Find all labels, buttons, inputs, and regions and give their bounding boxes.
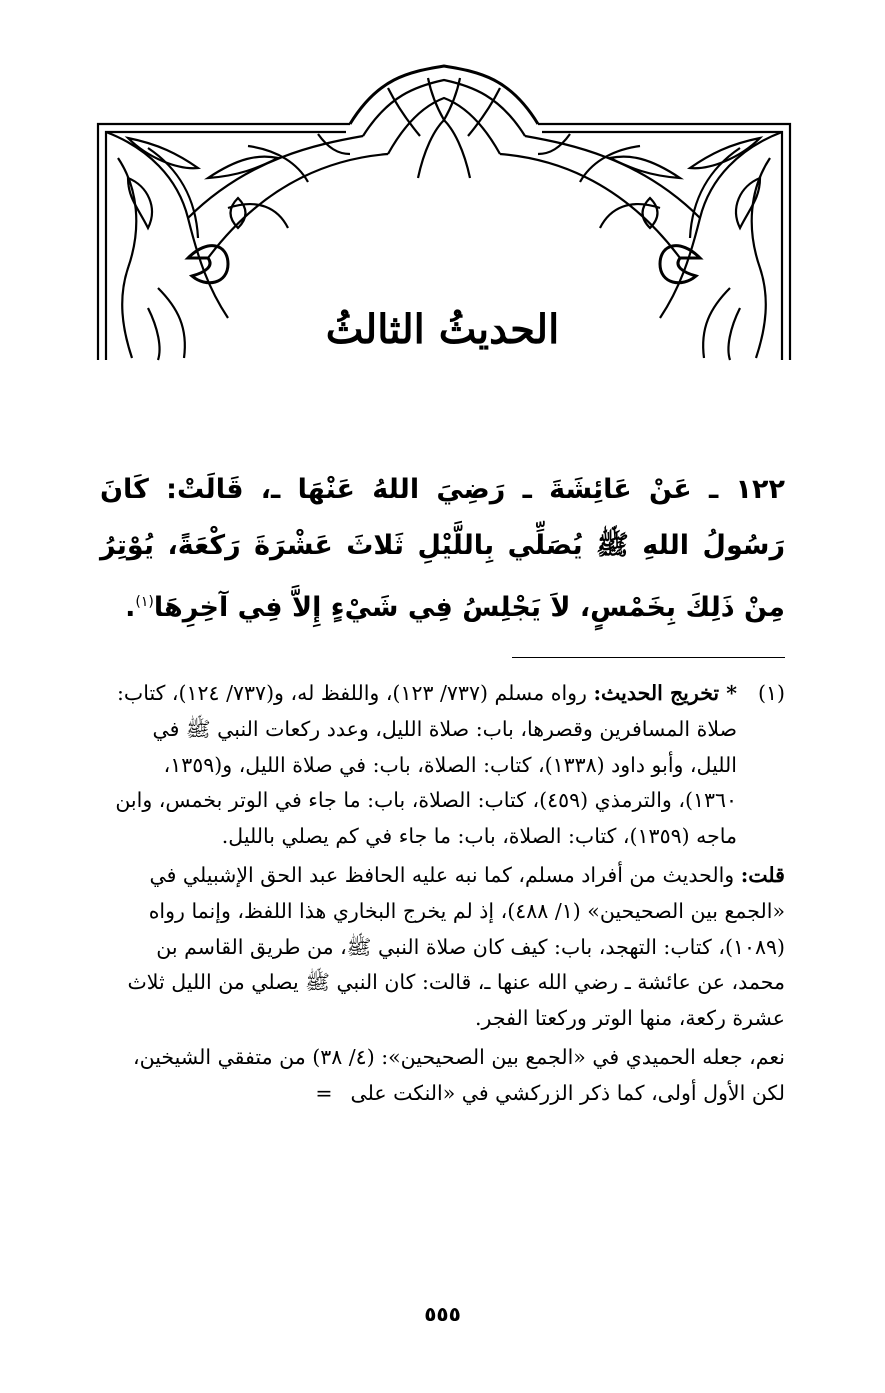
naam-text: نعم، جعله الحميدي في «الجمع بين الصحيحين»: (٤/ ٣٨) من متفقي الشيخين، لكن الأول أولى، كما ذكر الزركشي في «النكت على [133, 1044, 785, 1105]
qult-text: والحديث من أفراد مسلم، كما نبه عليه الحافظ عبد الحق الإشبيلي في «الجمع بين الصحيحين» (١/ ٤٨٨)، إذ لم يخرج البخاري هذا اللفظ، وإنما رواه (١٠٨٩)، كتاب: التهجد، باب: كيف كان صلاة النبي ﷺ، من طريق القاسم بن محمد، عن عائشة ـ رضي الله عنها ـ، قالت: كان النبي ﷺ يصلي من الليل ثلاث عشرة ركعة، منها الوتر وركعتا الفجر. [127, 862, 785, 1031]
qult-label: قلت: [740, 862, 785, 887]
hadith-number: ١٢٢ [735, 474, 785, 505]
page-number: ٥٥٥ [424, 1302, 461, 1326]
footnote-body [100, 676, 737, 855]
takhrij-text: رواه مسلم (٧٣٧/ ١٢٣)، واللفظ له، و(٧٣٧/ ١٢٤)، كتاب: صلاة المسافرين وقصرها، باب: صلاة الليل، وعدد ركعات النبي ﷺ في الليل، وأبو داود (١٣٣٨)، كتاب: الصلاة، باب: في صلاة الليل، و(١٣٥٩، ١٣٦٠)، والترمذي (٤٥٩)، كتاب: الصلاة، باب: ما جاء في الوتر بخمس، وابن ماجه (١٣٥٩)، كتاب: الصلاة، باب: ما جاء في كم يصلي بالليل. [115, 681, 737, 849]
hadith-text: ـ عَنْ عَائِشَةَ ـ رَضِيَ اللهُ عَنْهَا ـ، قَالَتْ: كَانَ رَسُولُ اللهِ ﷺ يُصَلِّي بِاللَّيْلِ ثَلاثَ عَشْرَةَ رَكْعَةً، يُوْتِرُ مِنْ ذَلِكَ بِخَمْسٍ، لاَ يَجْلِسُ فِي شَيْءٍ إِلاَّ فِي آخِرِهَا [100, 474, 785, 623]
chapter-title: الحديثُ الثالثُ [325, 306, 560, 353]
footnote-paragraph-takhrij [100, 676, 737, 855]
footnote-paragraph-naam [100, 1040, 785, 1112]
hadith-text-block: ١٢٢ ـ عَنْ عَائِشَةَ ـ رَضِيَ اللهُ عَنْهَا ـ، قَالَتْ: كَانَ رَسُولُ اللهِ ﷺ يُصَلِّي بِاللَّيْلِ ثَلاثَ عَشْرَةَ رَكْعَةً، يُوْتِرُ مِنْ ذَلِكَ بِخَمْسٍ، لاَ يَجْلِسُ فِي شَيْءٍ إِلاَّ فِي آخِرِهَا$^{(١)}$. [100, 474, 785, 623]
takhrij-label: * تخريج الحديث: [593, 681, 737, 705]
footnotes [100, 676, 785, 1112]
continuation-mark: = [315, 1080, 333, 1105]
footnote-marker: (١) [135, 594, 154, 610]
footnote-item [100, 676, 785, 855]
footnote-separator [512, 657, 785, 658]
footnote-paragraph-qult [100, 858, 785, 1037]
footnote-number: (١) [757, 681, 785, 705]
